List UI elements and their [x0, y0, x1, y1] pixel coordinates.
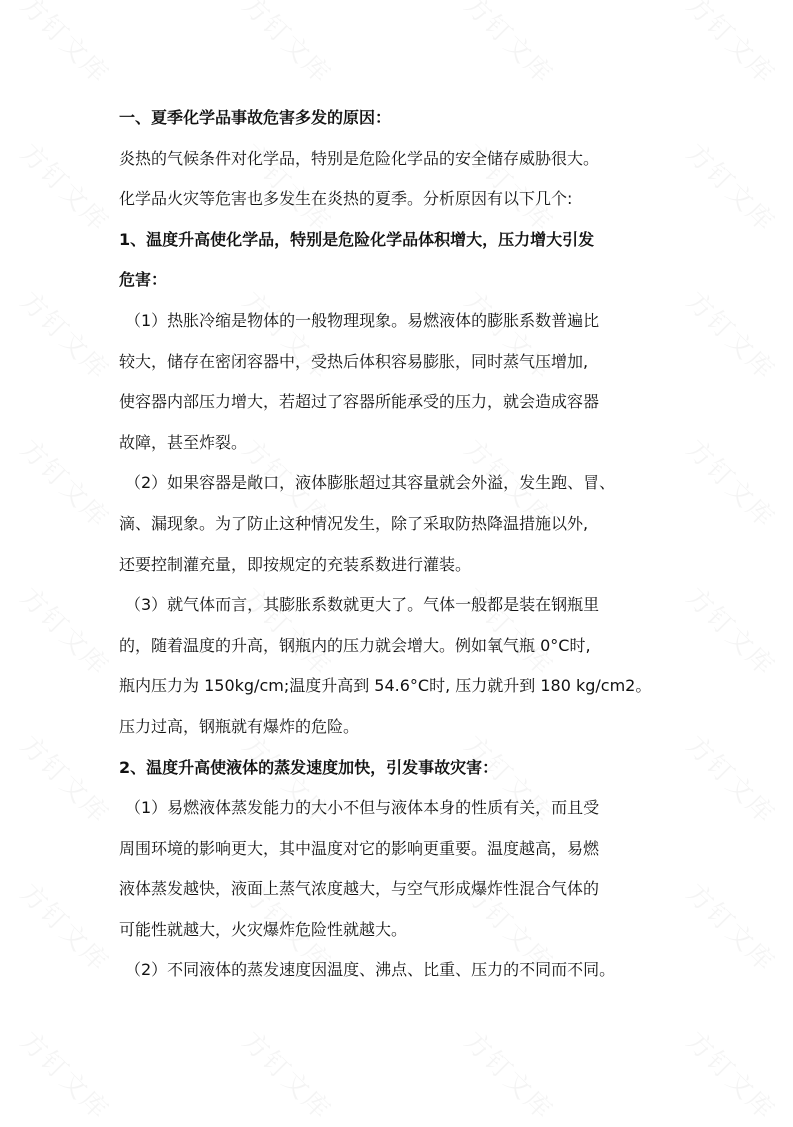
- watermark-text: [13, 282, 118, 387]
- watermark-text: [679, 430, 784, 535]
- paragraph-line: （3）就气体而言，其膨胀系数就更大了。气体一般都是装在钢瓶里: [125, 595, 600, 615]
- paragraph-line: 较大，储存在密闭容器中，受热后体积容易膨胀，同时蒸气压增加,: [119, 351, 589, 371]
- watermark-text: [679, 726, 784, 831]
- paragraph-line: 使容器内部压力增大，若超过了容器所能承受的压力，就会造成容器: [119, 392, 600, 412]
- paragraph-line: 故障，甚至炸裂。: [119, 432, 248, 452]
- watermark-text: [457, 0, 562, 91]
- watermark-text: [13, 578, 118, 683]
- subsection-heading: 2、温度升高使液体的蒸发速度加快，引发事故灾害：: [119, 757, 499, 777]
- paragraph-line: 还要控制灌充量，即按规定的充装系数进行灌装。: [119, 554, 472, 574]
- watermark-text: [235, 0, 340, 91]
- watermark-text: [679, 874, 784, 979]
- paragraph-line: （1）易燃液体蒸发能力的大小不但与液体本身的性质有关，而且受: [125, 798, 600, 818]
- watermark-text: [13, 134, 118, 239]
- watermark-text: [13, 874, 118, 979]
- paragraph-line: （2）不同液体的蒸发速度因温度、沸点、比重、压力的不同而不同。: [125, 960, 616, 980]
- watermark-text: [679, 1022, 784, 1127]
- paragraph-line: 液体蒸发越快，液面上蒸气浓度越大，与空气形成爆炸性混合气体的: [119, 879, 600, 899]
- paragraph-line: 瓶内压力为 150kg/cm;温度升高到 54.6°C时, 压力就升到 180 kg/cm2。: [119, 676, 652, 696]
- subsection-heading: 1、温度升高使化学品，特别是危险化学品体积增大，压力增大引发: [119, 229, 595, 249]
- watermark-text: [679, 282, 784, 387]
- paragraph-line: （1）热胀冷缩是物体的一般物理现象。易燃液体的膨胀系数普遍比: [125, 310, 600, 330]
- watermark-text: [679, 578, 784, 683]
- watermark-text: [13, 0, 118, 91]
- paragraph-line: 滴、漏现象。为了防止这种情况发生，除了采取防热降温措施以外,: [119, 513, 589, 533]
- document-body: [119, 98, 689, 991]
- paragraph-line: 化学品火灾等危害也多发生在炎热的夏季。分析原因有以下几个:: [119, 189, 573, 209]
- watermark-text: [457, 1022, 562, 1127]
- paragraph-line: 周围环境的影响更大，其中温度对它的影响更重要。温度越高，易燃: [119, 838, 600, 858]
- paragraph-line: 的，随着温度的升高，钢瓶内的压力就会增大。例如氧气瓶 0°C时,: [119, 635, 591, 655]
- watermark-text: [13, 726, 118, 831]
- paragraph-line: 可能性就越大，火灾爆炸危险性就越大。: [119, 919, 408, 939]
- subsection-heading: 危害：: [119, 270, 168, 290]
- watermark-text: [679, 134, 784, 239]
- paragraph-line: 炎热的气候条件对化学品，特别是危险化学品的安全储存威胁很大。: [119, 148, 600, 168]
- paragraph-line: （2）如果容器是敞口，液体膨胀超过其容量就会外溢，发生跑、冒、: [125, 473, 616, 493]
- watermark-text: [13, 430, 118, 535]
- watermark-text: [235, 1022, 340, 1127]
- paragraph-line: 压力过高，钢瓶就有爆炸的危险。: [119, 716, 360, 736]
- section-heading: 一、夏季化学品事故危害多发的原因：: [119, 108, 392, 127]
- watermark-text: [13, 1022, 118, 1127]
- watermark-text: [679, 0, 784, 91]
